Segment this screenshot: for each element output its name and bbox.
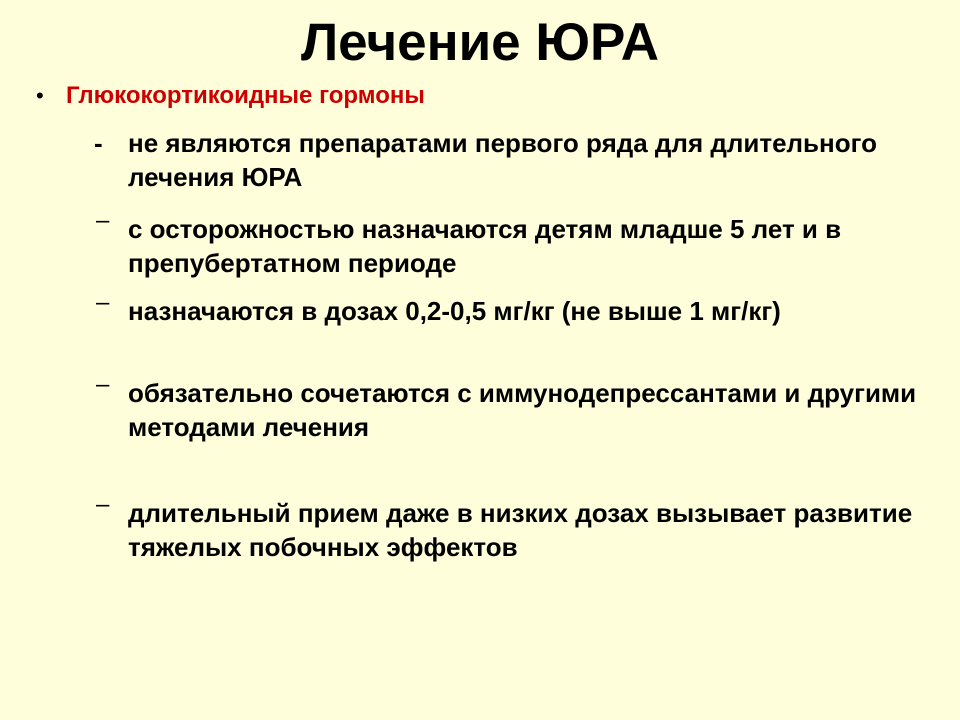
dash-icon: – (96, 371, 110, 398)
bullet-dot-icon: • (36, 83, 44, 108)
sub-item-1 (94, 126, 914, 194)
sub-item-4 (94, 371, 917, 478)
sub-item-text: с осторожностью назначаются детям младше 5 лет и в препубертатном периоде (128, 214, 842, 278)
dash-icon: – (96, 207, 110, 234)
sub-item-text (128, 126, 918, 194)
sub-item-3 (94, 289, 914, 362)
main-bullet-text: Глюкокортикоидные гормоны (66, 82, 425, 109)
dash-icon: – (96, 491, 110, 518)
sub-item-marker: - (94, 128, 103, 158)
dash-icon: – (96, 289, 110, 316)
sub-item-text-content: не являются препаратами первого ряда для длительного лечения ЮРА (128, 128, 877, 192)
sub-item-text: назначаются в дозах 0,2-0,5 мг/кг (не выше 1 мг/кг) (128, 296, 781, 326)
sub-item-text: обязательно сочетаются с иммунодепрессантами и другими методами лечения (128, 378, 917, 442)
sub-item-text: длительный прием даже в низких дозах вызывает развитие тяжелых побочных эффектов (128, 498, 913, 562)
sub-item-2 (94, 207, 914, 280)
sub-item-5 (94, 491, 914, 598)
slide-title: Лечение ЮРА (300, 13, 659, 72)
